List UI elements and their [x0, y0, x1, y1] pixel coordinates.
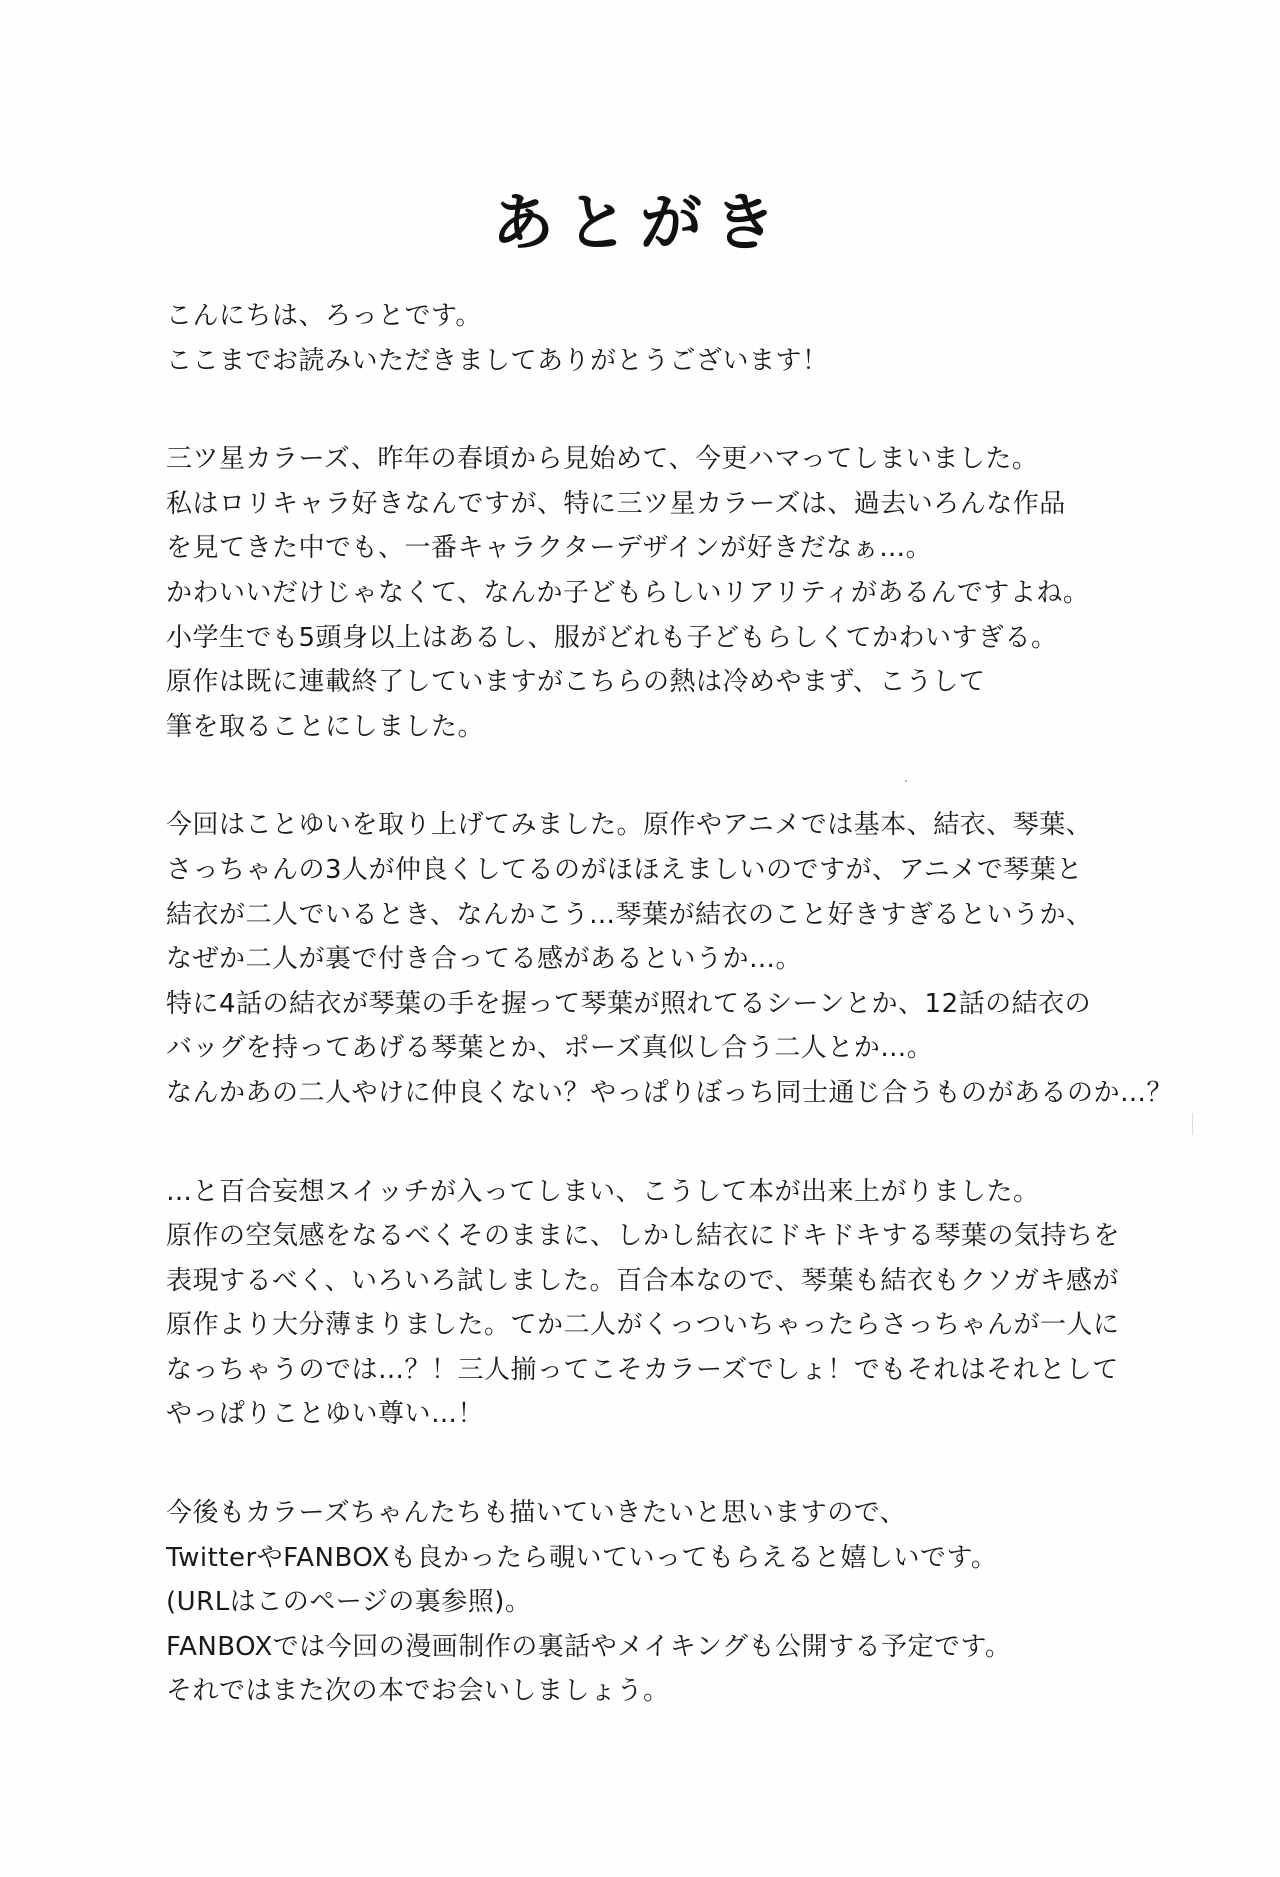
text-line: …と百合妄想スイッチが入ってしまい、こうして本が出来上がりました。 [166, 1176, 1040, 1207]
text-line: 特に4話の結衣が琴葉の手を握って琴葉が照れてるシーンとか、12話の結衣の [166, 988, 1092, 1019]
text-line: さっちゃんの3人が仲良くしてるのがほほえましいのですが、アニメで琴葉と [166, 854, 1083, 885]
text-line: こんにちは、ろっとです。 [166, 301, 482, 331]
text-line: 小学生でも5頭身以上はあるし、服がどれも子どもらしくてかわいすぎる。 [166, 622, 1058, 653]
paragraph-gap [166, 1116, 1226, 1170]
text-line: 原作は既に連載終了していますがこちらの熱は冷めやまず、こうして [166, 667, 986, 698]
text-line: TwitterやFANBOXも良かったら覗いていってもらえると嬉しいです。 [166, 1542, 998, 1573]
text-line: 結衣が二人でいるとき、なんかこう…琴葉が結衣のこと好きすぎるというか、 [166, 899, 1093, 930]
text-line: 表現するべく、いろいろ試しました。百合本なので、琴葉も結衣もクソガキ感が [166, 1265, 1119, 1296]
afterword-body [166, 294, 1226, 1714]
text-line: 筆を取ることにしました。 [166, 711, 485, 742]
text-line: なぜか二人が裏で付き合ってる感があるというか…。 [166, 944, 803, 975]
text-line: 今回はことゆいを取り上げてみました。原作やアニメでは基本、結衣、琴葉、 [166, 810, 1093, 841]
text-line: 原作の空気感をなるべくそのままに、しかし結衣にドキドキする琴葉の気持ちを [166, 1221, 1121, 1252]
paragraph-gap [166, 1437, 1226, 1491]
text-line: を見てきた中でも、一番キャラクターデザインが好きだなぁ…。 [166, 533, 933, 564]
paragraph-gap [166, 749, 1226, 803]
text-line: なっちゃうのでは…？！三人揃ってこそカラーズでしょ！でもそれはそれとして [166, 1354, 1119, 1385]
scan-speck [1192, 1113, 1193, 1135]
paragraph-greeting [166, 294, 1226, 383]
scan-speck [905, 780, 907, 782]
text-line: 今後もカラーズちゃんたちも描いていきたいと思いますので、 [166, 1498, 907, 1529]
paragraph-gap [166, 383, 1226, 437]
text-line: ここまでお読みいただきましてありがとうございます！ [166, 345, 829, 376]
text-line: 三ツ星カラーズ、昨年の春頃から見始めて、今更ハマってしまいました。 [166, 444, 1039, 475]
paragraph-yuri-switch [166, 1170, 1226, 1438]
page-title: あとがき [491, 186, 788, 259]
text-line: なんかあの二人やけに仲良くない？やっぱりぼっち同士通じ合うものがあるのか…？ [166, 1077, 1174, 1108]
text-line: 原作より大分薄まりました。てか二人がくっついちゃったらさっちゃんが一人に [166, 1310, 1120, 1341]
text-line: やっぱりことゆい尊い…！ [166, 1399, 485, 1430]
text-line: FANBOXでは今回の漫画制作の裏話やメイキングも公開する予定です。 [166, 1631, 1012, 1662]
text-line: かわいいだけじゃなくて、なんか子どもらしいリアリティがあるんですよね。 [166, 577, 1090, 608]
paragraph-closing [166, 1491, 1226, 1714]
paragraph-about-series [166, 437, 1226, 749]
text-line: (URLはこのページの裏参照)。 [166, 1587, 532, 1618]
paragraph-kotoyui [166, 803, 1226, 1115]
text-line: それではまた次の本でお会いしましょう。 [166, 1676, 670, 1707]
text-line: バッグを持ってあげる琴葉とか、ポーズ真似し合う二人とか…。 [166, 1033, 934, 1064]
text-line: 私はロリキャラ好きなんですが、特に三ツ星カラーズは、過去いろんな作品 [166, 488, 1066, 519]
